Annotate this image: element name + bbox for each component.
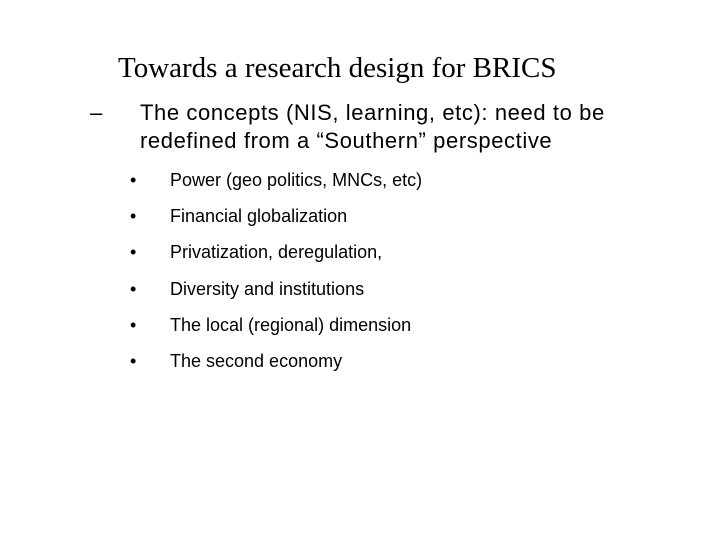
main-point-text: The concepts (NIS, learning, etc): need to be redefined from a “Southern” perspective	[140, 100, 605, 153]
bullet-label: The second economy	[170, 350, 343, 371]
bullet-marker: •	[130, 314, 137, 335]
bullet-label: Financial globalization	[170, 206, 348, 227]
bullet-label: Power (geo politics, MNCs, etc)	[170, 170, 423, 190]
bullet-marker: •	[130, 350, 137, 371]
slide-title: Towards a research design for BRICS	[118, 52, 557, 84]
bullet-marker: •	[130, 206, 137, 227]
bullet-marker: •	[130, 278, 137, 299]
bullet-label: The local (regional) dimension	[170, 314, 412, 335]
bullet-marker: •	[130, 170, 137, 190]
bullet-label: Privatization, deregulation,	[170, 242, 383, 263]
bullet-label: Diversity and institutions	[170, 278, 365, 299]
bullet-marker: •	[130, 242, 137, 263]
dash-marker: –	[90, 100, 103, 125]
